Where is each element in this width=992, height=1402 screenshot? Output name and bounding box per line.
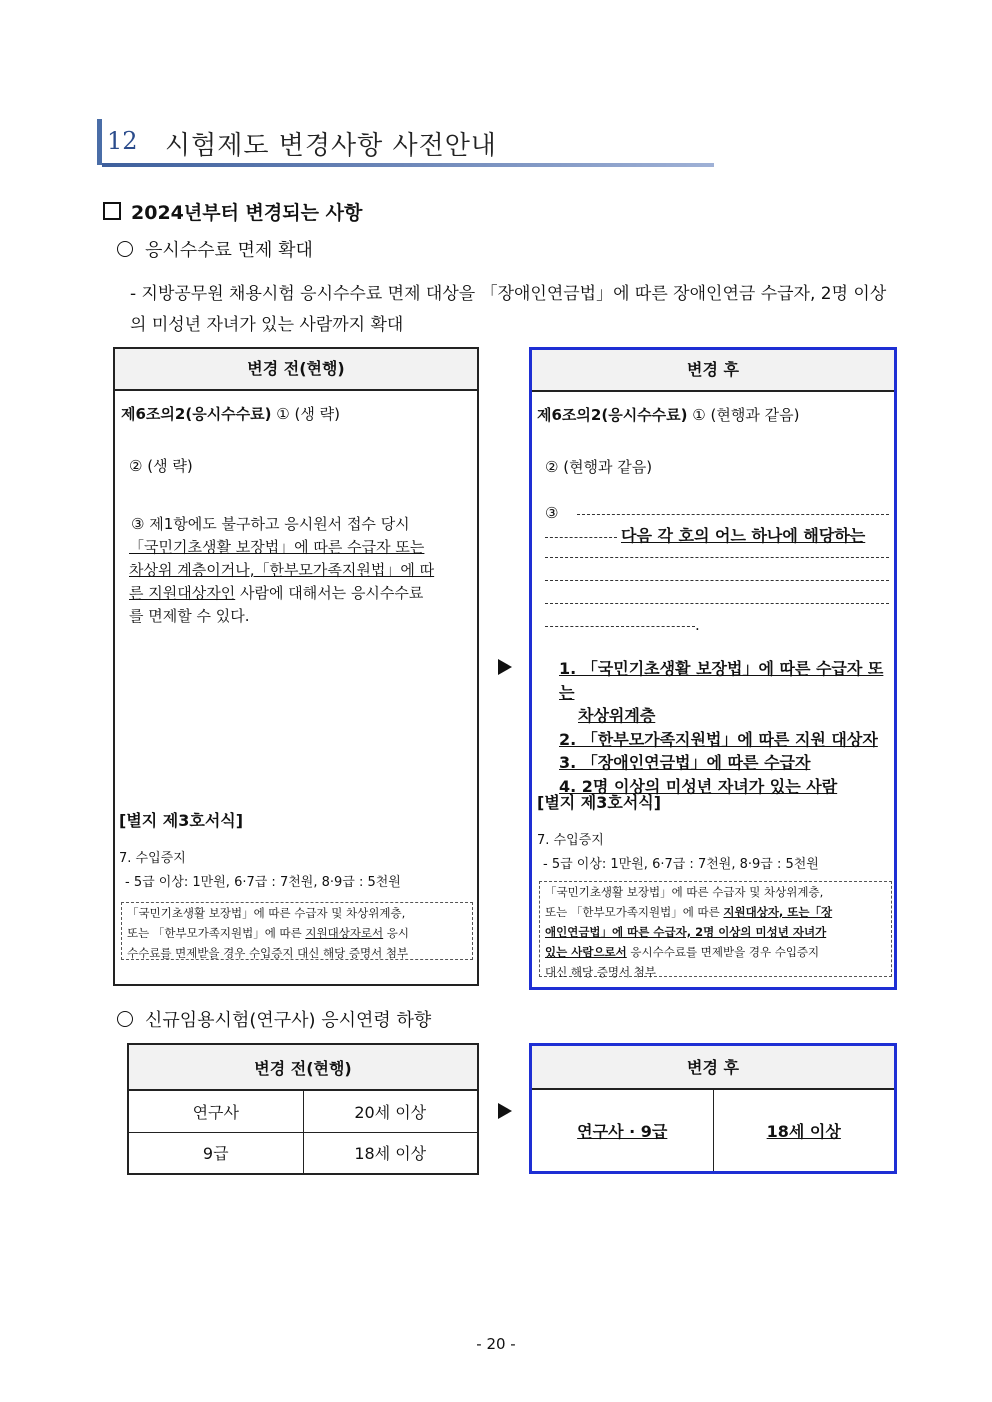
omitted-text-line (545, 557, 889, 558)
item1-title (117, 236, 313, 262)
after-article (537, 404, 799, 427)
circle-bullet-icon (117, 241, 133, 257)
omitted-text-line (545, 603, 889, 604)
before-p3-line: 「국민기초생활 보장법」에 따른 수급자 또는 (129, 538, 425, 556)
before-table-header: 변경 전(현행) (115, 349, 477, 391)
after-note-line: 대신 해당 증명서 첨부 (545, 965, 656, 979)
before-p2: ② (생 략) (129, 457, 193, 475)
after-note (539, 881, 892, 977)
after-p2: ② (현행과 같음) (545, 458, 653, 476)
before-article-title: 제6조의2(응시수수료) (121, 405, 272, 423)
before-p1: ① (생 략) (276, 405, 340, 423)
age-before-grade: 연구사 (128, 1090, 303, 1132)
age-before-table (127, 1043, 479, 1175)
before-p3-underlined: 른 지원대상자인 (129, 584, 236, 602)
age-after-age: 18세 이상 (713, 1089, 896, 1173)
item2-title (117, 1006, 431, 1032)
before-p3-text: 사람에 대해서는 응시수수료 (235, 584, 424, 602)
after-note-line (545, 942, 886, 962)
before-note-line: 수수료를 면제받을 경우 수입증지 대신 해당 증명서 첨부 (127, 946, 409, 960)
before-p3 (129, 513, 475, 628)
section-header (97, 119, 717, 169)
after-note-underlined: 지원대상자, 또는「장 (723, 905, 833, 919)
before-note-text: 또는 「한부모가족지원법」에 따른 (127, 926, 306, 940)
after-p3-bold: 다음 각 호의 어느 하나에 해당하는 (621, 526, 866, 545)
omitted-text-line (545, 626, 695, 627)
after-list-item: 2. 「한부모가족지원법」에 따른 지원 대상자 (559, 729, 878, 749)
after-list-item: 4. 2명 이상의 미성년 자녀가 있는 사람 (559, 776, 838, 796)
before-note-line: 「국민기초생활 보장법」에 따른 수급자 및 차상위계층, (127, 906, 406, 920)
after-table-header: 변경 후 (532, 350, 894, 392)
after-fee-line: - 5급 이상: 1만원, 6·7급 : 7천원, 8·9급 : 5천원 (543, 857, 819, 872)
item2-title-text: 신규임용시험(연구사) 응시연령 하향 (145, 1010, 432, 1031)
before-p3-line (129, 582, 475, 605)
before-note-underlined: 지원대상자로서 (305, 926, 384, 940)
section-header-bar (97, 119, 102, 165)
after-list-item: 차상위계층 (578, 706, 656, 725)
heading (103, 198, 362, 225)
after-note-text: 응시수수료를 면제받을 경우 수입증지 (626, 945, 820, 959)
after-table (529, 347, 897, 990)
section-number: 12 (107, 127, 138, 155)
before-article (121, 403, 340, 426)
after-note-line (545, 902, 886, 922)
arrow-right-icon (498, 1103, 512, 1119)
page-number: - 20 - (476, 1335, 516, 1353)
age-after-grade: 연구사 · 9급 (531, 1089, 714, 1173)
after-p3-end: . (695, 616, 700, 634)
after-list-item: 3. 「장애인연금법」에 따른 수급자 (559, 753, 811, 772)
circle-bullet-icon (117, 1011, 133, 1027)
section-title: 시험제도 변경사항 사전안내 (165, 131, 497, 161)
after-note-line: 애인연금법」에 따른 수급자, 2명 이상의 미성년 자녀가 (545, 925, 827, 939)
before-fee-line: - 5급 이상: 1만원, 6·7급 : 7천원, 8·9급 : 5천원 (125, 875, 401, 890)
before-note-text: 응시 (383, 926, 410, 940)
after-article-title: 제6조의2(응시수수료) (537, 406, 688, 424)
arrow-right-icon (498, 659, 512, 675)
after-form-title: [별지 제3호서식] (537, 793, 662, 812)
age-before-age: 18세 이상 (303, 1132, 478, 1174)
after-list (559, 657, 894, 798)
before-p3-line: 차상위 계층이거나,「한부모가족지원법」에 따 (129, 561, 435, 579)
heading-text: 2024년부터 변경되는 사항 (131, 202, 363, 224)
age-before-age: 20세 이상 (303, 1090, 478, 1132)
item1-title-text: 응시수수료 면제 확대 (145, 240, 313, 261)
item1-description: - 지방공무원 채용시험 응시수수료 면제 대상을 「장애인연금법」에 따른 장애인연금 수급자, 2명 이상의 미성년 자녀가 있는 사람까지 확대 (130, 284, 887, 335)
omitted-text-line (545, 580, 889, 581)
before-table (113, 347, 479, 986)
after-list-item: 1. 「국민기초생활 보장법」에 따른 수급자 또는 (559, 659, 884, 702)
before-form-title: [별지 제3호서식] (119, 811, 244, 830)
after-p1: ① (현행과 같음) (692, 406, 800, 424)
age-after-header: 변경 후 (531, 1045, 896, 1089)
age-before-grade: 9급 (128, 1132, 303, 1174)
before-note (121, 902, 473, 960)
after-note-line: 「국민기초생활 보장법」에 따른 수급자 및 차상위계층, (545, 885, 824, 899)
after-fee-title: 7. 수입증지 (537, 833, 604, 848)
before-note-line (127, 923, 467, 943)
before-p3-line: 를 면제할 수 있다. (129, 607, 250, 625)
after-note-underlined: 있는 사람으로서 (545, 945, 627, 959)
omitted-text-line (577, 514, 889, 515)
age-before-header: 변경 전(현행) (128, 1044, 478, 1090)
section-underline (102, 163, 714, 167)
omitted-text-line (545, 537, 617, 538)
after-p3-number: ③ (545, 504, 559, 522)
age-after-table (529, 1043, 897, 1174)
before-fee-title: 7. 수입증지 (119, 851, 186, 866)
after-note-text: 또는 「한부모가족지원법」에 따른 (545, 905, 724, 919)
square-bullet-icon (103, 202, 121, 220)
before-p3-line: ③ 제1항에도 불구하고 응시원서 접수 당시 (131, 515, 410, 533)
